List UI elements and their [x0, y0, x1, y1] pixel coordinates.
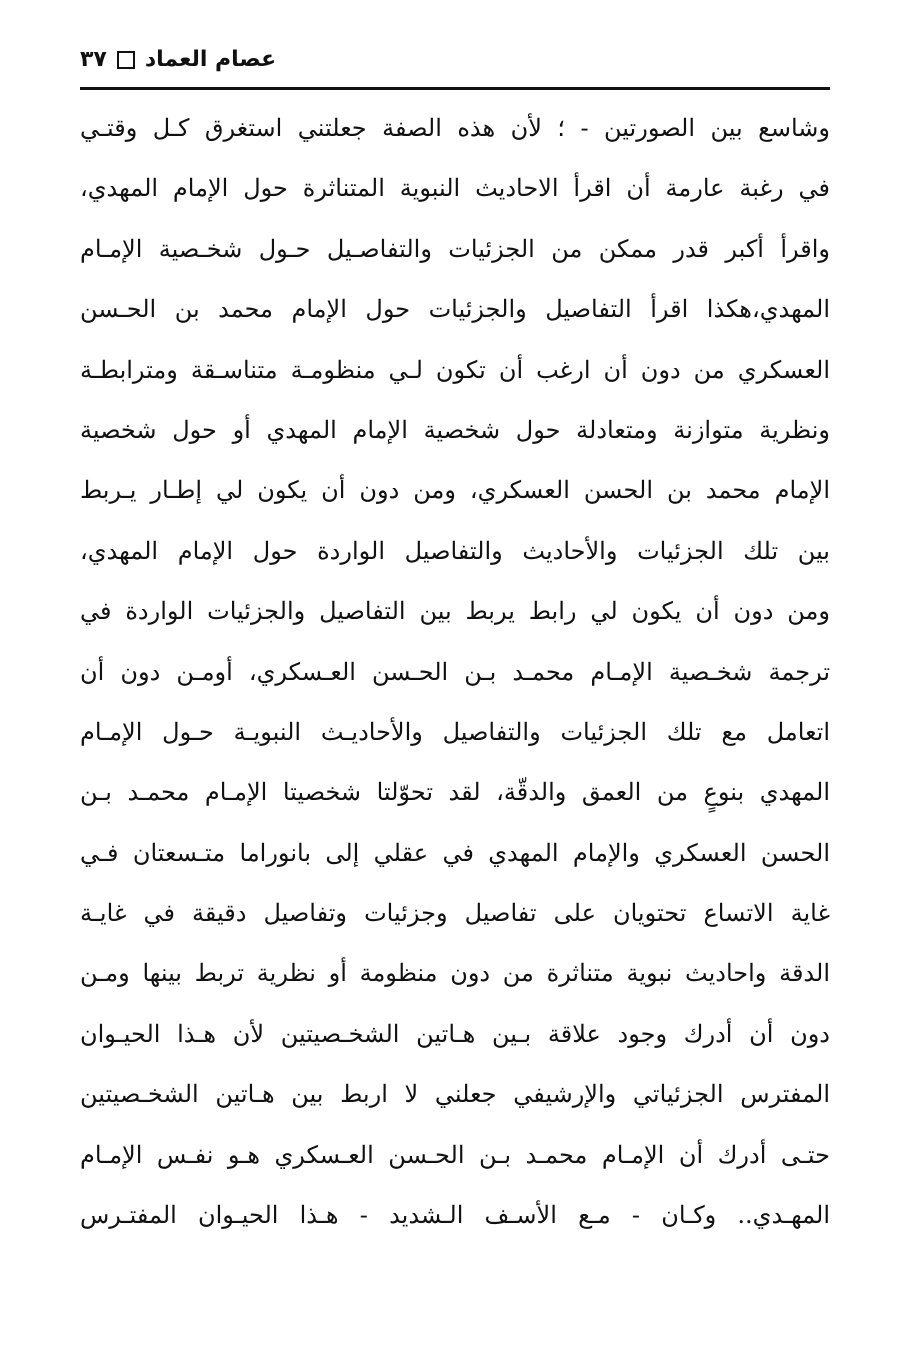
- text-line: المهدي بنوعٍ من العمق والدقّة، لقد تحوّلتا شخصيتا الإمـام محمـد بـن: [80, 778, 830, 807]
- header-group: [80, 40, 276, 80]
- text-line: وشاسع بين الصورتين - ؛ لأن هذه الصفة جعلتني استغرق كـل وقتـي: [80, 114, 830, 142]
- text-line: بين تلك الجزئيات والأحاديث والتفاصيل الواردة حول الإمام المهدي،: [80, 536, 830, 565]
- text-line: ونظرية متوازنة ومتعادلة حول شخصية الإمام المهدي أو حول شخصية: [80, 415, 830, 444]
- text-line: حتـى أدرك أن الإمـام محمـد بـن الحـسن العـسكري هـو نفـس الإمـام: [80, 1140, 830, 1169]
- text-line: ومن دون أن يكون لي رابط يربط بين التفاصيل والجزئيات الواردة في: [80, 597, 830, 626]
- text-line: في رغبة عارمة أن اقرأ الاحاديث النبوية المتناثرة حول الإمام المهدي،: [80, 174, 830, 203]
- header-divider: [80, 87, 830, 90]
- text-line: الإمام محمد بن الحسن العسكري، ومن دون أن يكون لي إطـار يـربط: [80, 476, 830, 505]
- text-line: المهدي،هكذا اقرأ التفاصيل والجزئيات حول الإمام محمد بن الحـسن: [80, 295, 830, 324]
- text-line: المفترس الجزئياتي والإرشيفي جعلني لا اربط بين هـاتين الشخـصيتين: [80, 1080, 830, 1109]
- text-line: دون أن أدرك وجود علاقة بـين هـاتين الشخـصيتين لأن هـذا الحيـوان: [80, 1019, 830, 1048]
- text-line: المهـدي.. وكـان - مـع الأسـف الـشديد - هـذا الحيـوان المفتـرس: [80, 1201, 830, 1230]
- text-line: غاية الاتساع تحتويان على تفاصيل وجزئيات وتفاصيل دقيقة في غايـة: [80, 899, 830, 928]
- body-text: [80, 98, 830, 1245]
- running-title: عصام العماد: [144, 47, 277, 72]
- text-line: الدقة واحاديث نبوية متناثرة من دون منظومة أو نظرية تربط بينها ومـن: [80, 959, 830, 988]
- header-square-icon: [117, 51, 135, 69]
- text-line: الحسن العسكري والإمام المهدي في عقلي إلى بانوراما متـسعتان فـي: [80, 838, 830, 867]
- running-header: [80, 40, 830, 80]
- text-line: ترجمة شخـصية الإمـام محمـد بـن الحـسن العـسكري، أومـن دون أن: [80, 657, 830, 686]
- page-number: ٣٧: [80, 47, 107, 72]
- text-line: اتعامل مع تلك الجزئيات والتفاصيل والأحاديـث النبويـة حـول الإمـام: [80, 717, 830, 746]
- text-line: واقرأ أكبر قدر ممكن من الجزئيات والتفاصـيل حـول شخـصية الإمـام: [80, 234, 830, 263]
- text-line: العسكري من دون أن ارغب أن تكون لـي منظومـة متناسـقة ومترابطـة: [80, 355, 830, 384]
